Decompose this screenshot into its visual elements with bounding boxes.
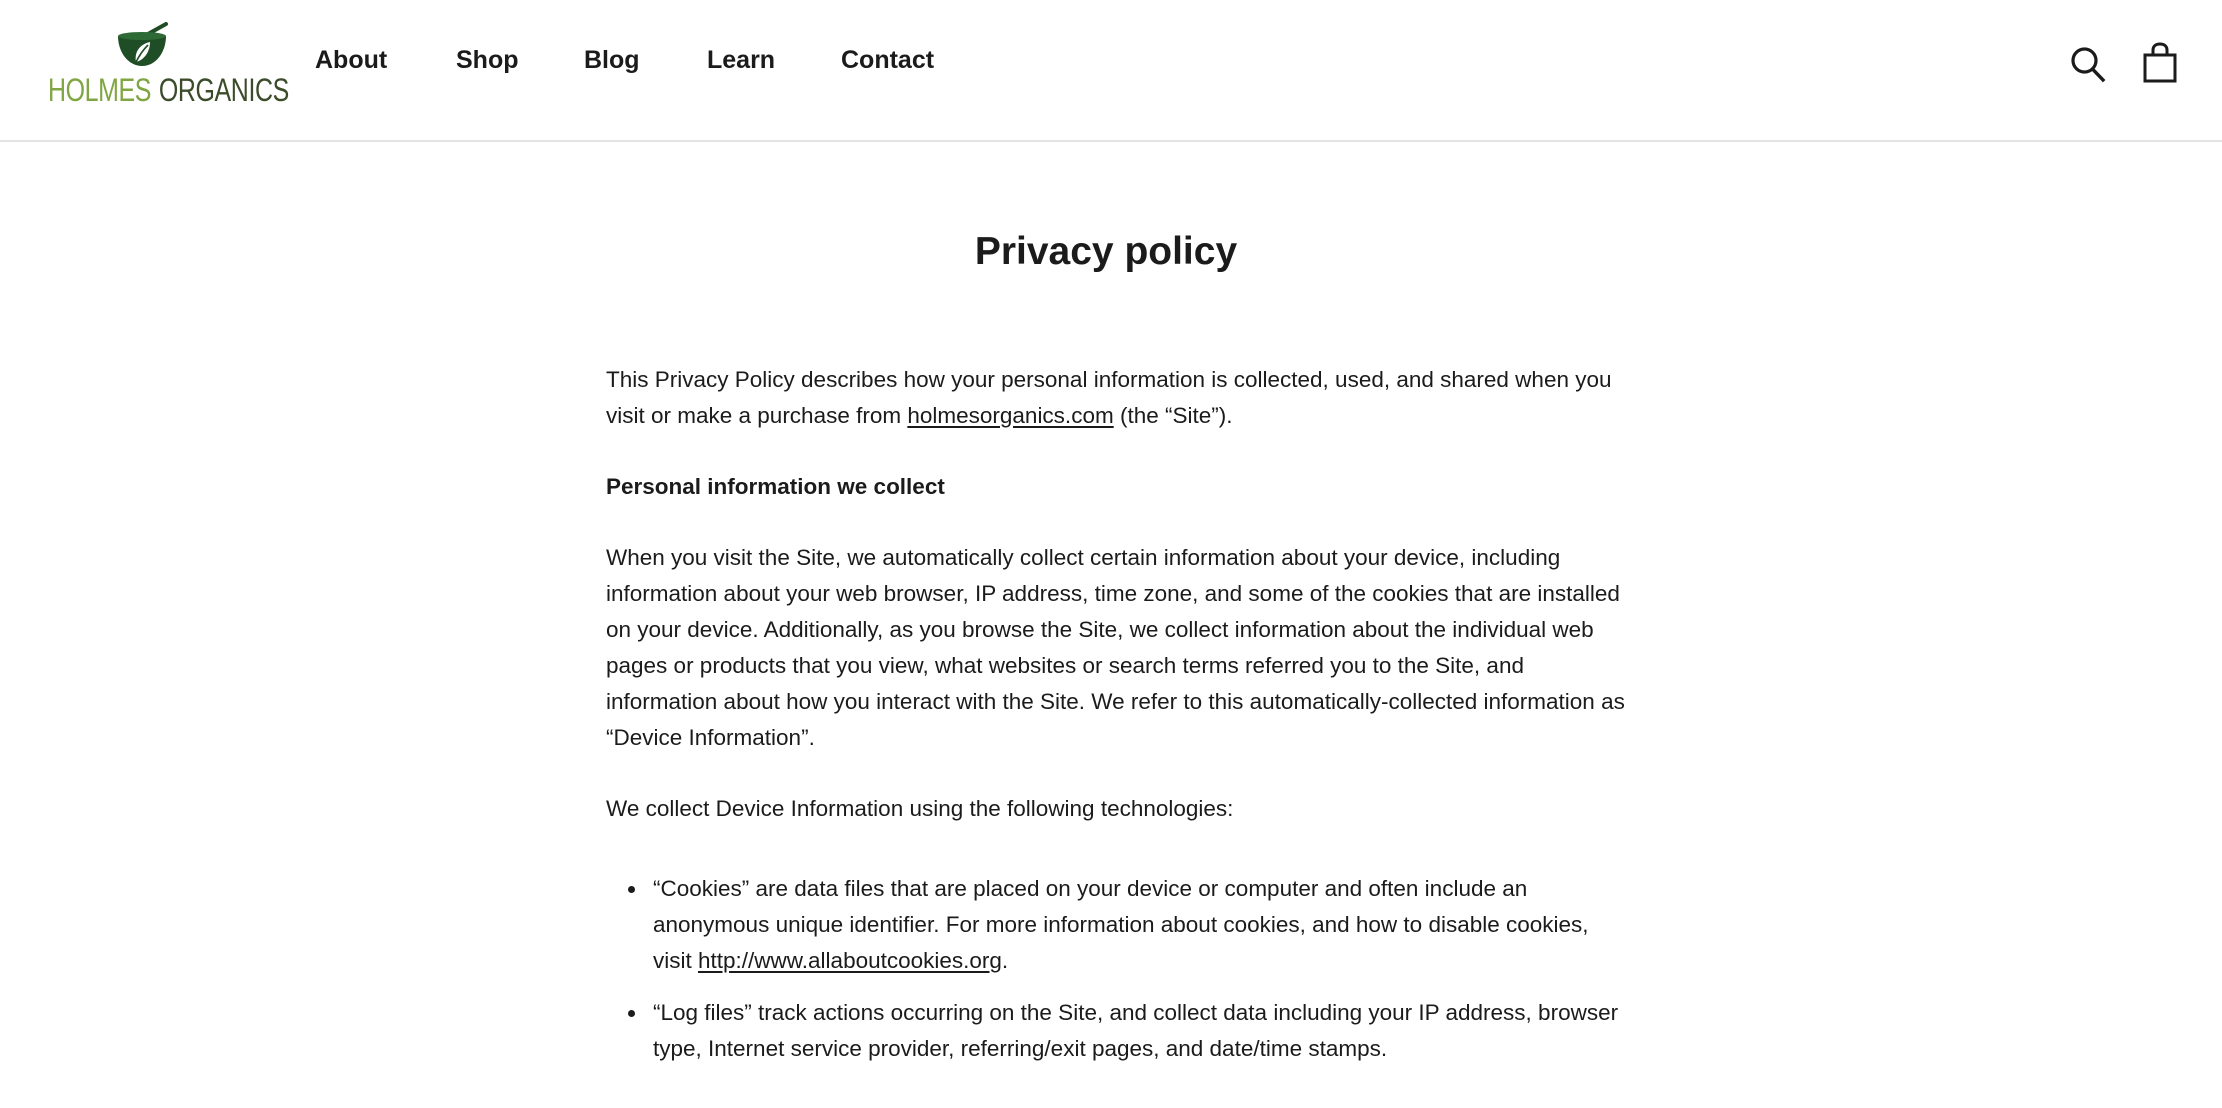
intro-paragraph — [606, 362, 1626, 434]
nav-about[interactable]: About — [315, 46, 388, 74]
brand-wordmark — [48, 72, 289, 109]
allaboutcookies-link[interactable]: http://www.allaboutcookies.org — [698, 948, 1002, 973]
shopping-bag-icon — [2143, 42, 2177, 84]
nav-blog[interactable]: Blog — [584, 46, 640, 74]
technologies-intro: We collect Device Information using the following technologies: — [606, 796, 1234, 821]
intro-text-end: (the “Site”). — [1113, 403, 1233, 428]
section-heading: Personal information we collect — [606, 474, 945, 499]
search-icon — [2070, 46, 2106, 84]
brand-logo[interactable] — [48, 22, 289, 108]
nav-shop[interactable]: Shop — [456, 46, 519, 74]
intro-text: This Privacy Policy describes how your personal information is collected, used, and shared when you visit or make a purchase from — [606, 367, 1612, 428]
brand-word-holmes: HOLMES — [48, 72, 152, 108]
policy-text — [606, 362, 1626, 1083]
list-item-cookies — [653, 871, 1626, 979]
cookies-text-end: . — [1001, 948, 1009, 973]
device-info-paragraph: When you visit the Site, we automatically collect certain information about your device, including information about your web browser, IP address, time zone, and some of the cookies that are installed on your device. Additionally, as you browse the Site, we collect information about the individual web pages or products that you view, what websites or search terms referred you to the Site, and information about how you interact with the Site. We refer to this automatically-collected information as “Device Information”. — [606, 545, 1625, 750]
nav-contact[interactable]: Contact — [841, 46, 935, 74]
nav-learn[interactable]: Learn — [707, 46, 776, 74]
site-header — [0, 0, 2222, 142]
cookies-text: “Cookies” are data files that are placed on your device or computer and often include an anonymous unique identifier. For more information about cookies, and how to disable cookies, visit — [653, 876, 1589, 973]
mortar-leaf-icon — [114, 22, 170, 68]
brand-word-organics: ORGANICS — [158, 72, 289, 108]
list-item-log-files: “Log files” track actions occurring on the Site, and collect data including your IP address, browser type, Internet service provider, referring/exit pages, and date/time stamps. — [653, 995, 1626, 1067]
technologies-list — [653, 871, 1626, 1067]
page-title: Privacy policy — [974, 230, 1238, 273]
site-link[interactable]: holmesorganics.com — [907, 403, 1114, 428]
search-button[interactable] — [2070, 46, 2106, 84]
cart-button[interactable] — [2143, 42, 2177, 84]
